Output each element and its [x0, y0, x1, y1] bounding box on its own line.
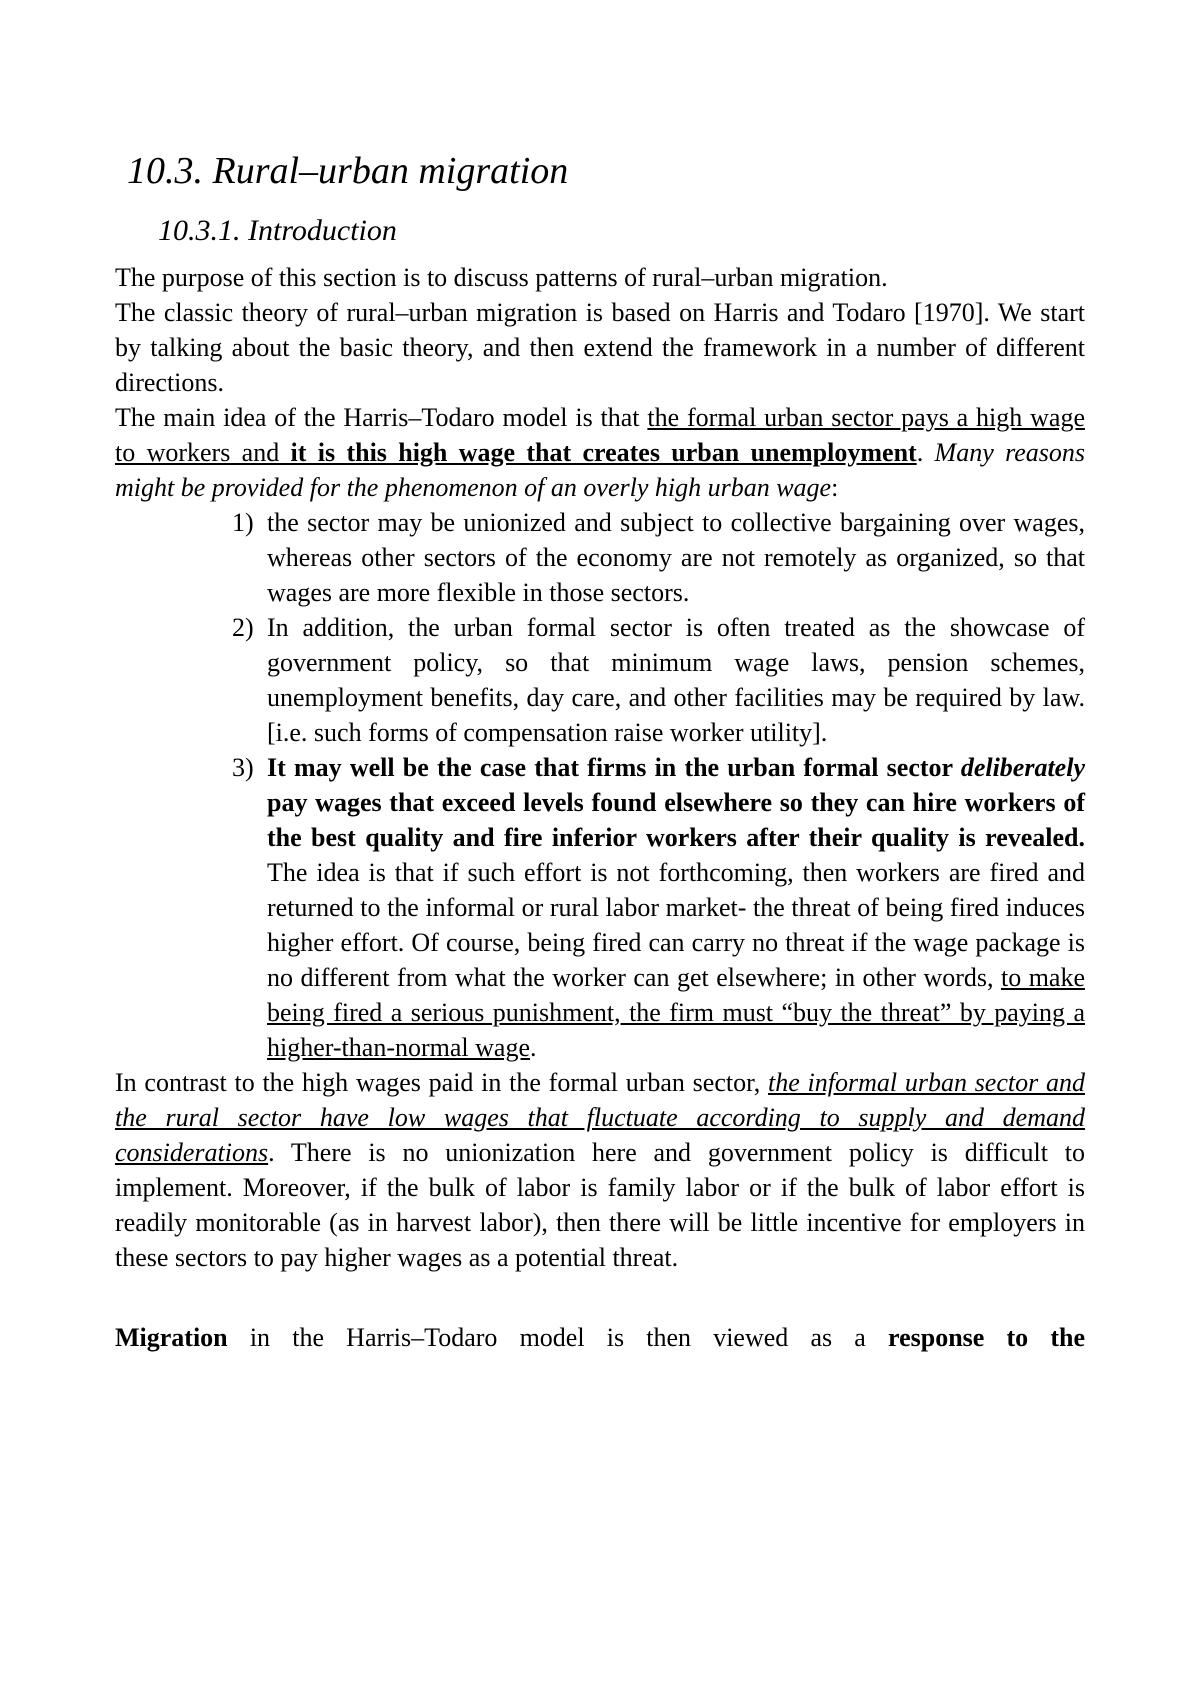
paragraph-classic-theory: The classic theory of rural–urban migration is based on Harris and Todaro [1970]. We start by talking about the basic theory, and then extend the framework in a number of different directions.: [115, 298, 1085, 397]
list-item-end: .: [529, 1033, 537, 1062]
list-item-number: 1): [232, 508, 254, 537]
contrast-rest: . There is no unionization here and government policy is difficult to implement. Moreover, if the bulk of labor is family labor or if the bulk of labor effort is readily monitorable (as in harvest labor), then there will be little incentive for employers in these sectors to pay higher wages as a potential threat.: [115, 1138, 1085, 1272]
paragraph-main-idea: [115, 400, 1085, 505]
migration-bold: Migration: [115, 1323, 228, 1352]
main-idea-underlined: the formal urban sector pays a high wage to workers and: [115, 403, 1085, 467]
list-item-number: 2): [232, 613, 254, 642]
list-item: [115, 505, 1085, 610]
list-item-bold: pay wages that exceed levels found elsewhere so they can hire workers of the best quality and fire inferior workers after their quality is revealed.: [267, 788, 1085, 852]
reasons-list: [115, 505, 1085, 1065]
paragraph-migration: [115, 1320, 1085, 1355]
subsection-title: 10.3.1. Introduction: [158, 214, 397, 247]
section-title: 10.3. Rural–urban migration: [127, 150, 569, 192]
main-idea-italic: Many reasons might be provided for the phenomenon of an overly high urban wage: [115, 438, 1085, 502]
main-idea-lead: The main idea of the Harris–Todaro model is that: [115, 403, 648, 432]
contrast-lead: In contrast to the high wages paid in the formal urban sector,: [115, 1068, 768, 1097]
contrast-underlined-italic: the informal urban sector and the rural sector have low wages that fluctuate according to supply and demand considerations: [115, 1068, 1085, 1167]
main-idea-period: .: [916, 438, 935, 467]
list-item-text: the sector may be unionized and subject to collective bargaining over wages, whereas other sectors of the economy are not remotely as organized, so that wages are more flexible in those sectors.: [267, 508, 1085, 607]
list-item-text: In addition, the urban formal sector is often treated as the showcase of government policy, so that minimum wage laws, pension schemes, unemployment benefits, day care, and other facilities may be required by law.[i.e. such forms of compensation raise worker utility].: [267, 613, 1085, 747]
main-idea-colon: :: [831, 473, 839, 502]
main-idea-underlined-bold: it is this high wage that creates urban unemployment: [290, 438, 917, 467]
list-item: [115, 750, 1085, 1065]
list-item-bold: It may well be the case that firms in the urban formal sector: [267, 753, 961, 782]
migration-middle: in the Harris–Todaro model is then viewed as a: [227, 1323, 889, 1352]
page-content: [115, 140, 1085, 1355]
migration-bold-end: response to the: [888, 1323, 1085, 1352]
list-item: [115, 610, 1085, 750]
list-item-bold-italic: deliberately: [960, 753, 1085, 782]
list-item-text: The idea is that if such effort is not forthcoming, then workers are fired and returned to the informal or rural labor market- the threat of being fired induces higher effort. Of course, being fired can carry no threat if the wage package is no different from what the worker can get elsewhere; in other words,: [267, 858, 1085, 992]
list-item-underlined: to make being fired a serious punishment, the firm must “buy the threat” by paying a higher-than-normal wage: [267, 963, 1085, 1062]
paragraph-gap: [115, 1275, 1085, 1320]
list-item-number: 3): [232, 753, 254, 782]
paragraph-purpose: The purpose of this section is to discuss patterns of rural–urban migration.: [115, 263, 888, 292]
paragraph-contrast: [115, 1065, 1085, 1275]
